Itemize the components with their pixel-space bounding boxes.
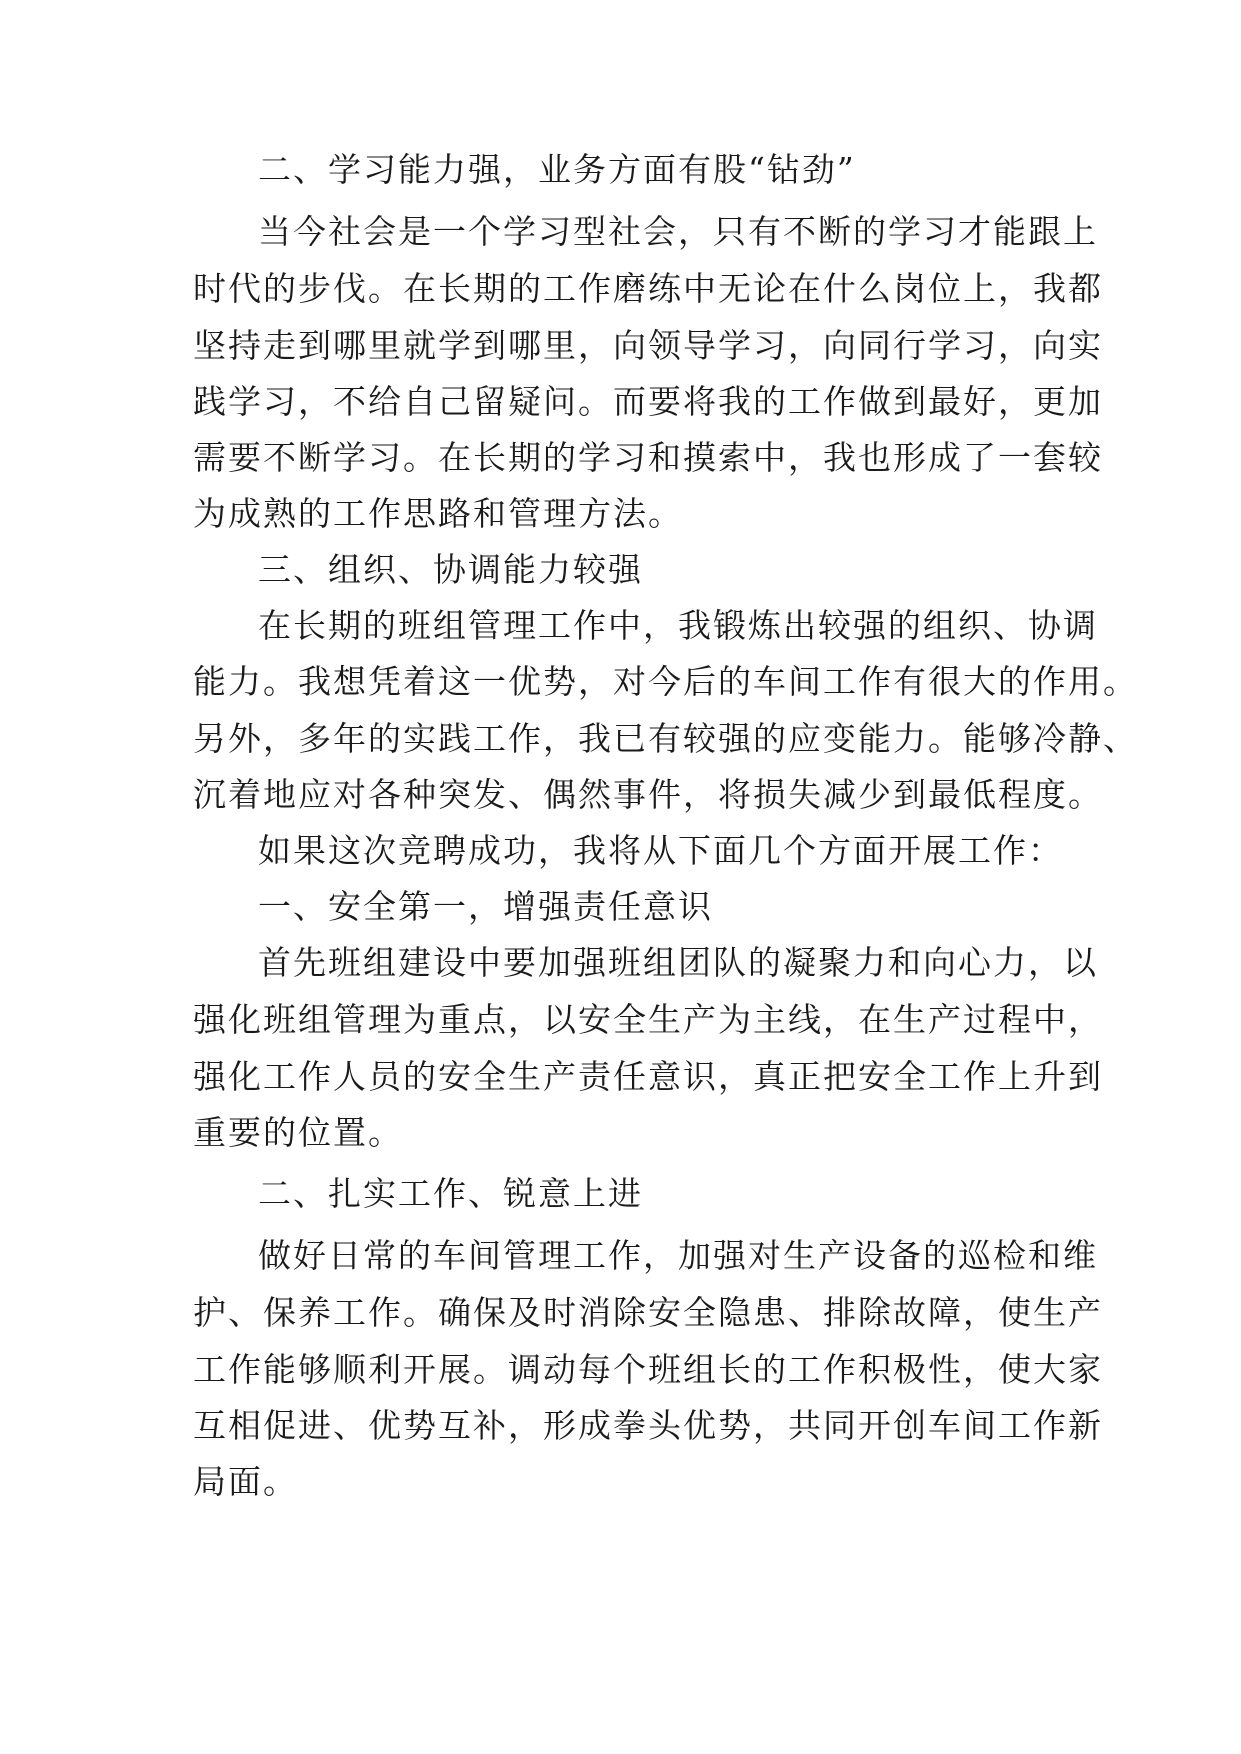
paragraph-line: 做好日常的车间管理工作，加强对生产设备的巡检和维 <box>258 1236 1098 1275</box>
paragraph-line: 沉着地应对各种突发、偶然事件，将损失减少到最低程度。 <box>193 775 1103 814</box>
paragraph-line: 护、保养工作。确保及时消除安全隐患、排除故障，使生产 <box>193 1293 1103 1332</box>
heading-coordination-ability: 三、组织、协调能力较强 <box>258 550 643 589</box>
heading-learning-ability: 二、学习能力强，业务方面有股“钻劲” <box>258 150 856 189</box>
heading-safety-first: 一、安全第一，增强责任意识 <box>258 887 713 926</box>
paragraph-line: 首先班组建设中要加强班组团队的凝聚力和向心力，以 <box>258 943 1098 982</box>
paragraph-line: 工作能够顺利开展。调动每个班组长的工作积极性，使大家 <box>193 1350 1103 1389</box>
paragraph-line: 强化班组管理为重点，以安全生产为主线，在生产过程中， <box>193 1000 1103 1039</box>
paragraph-line: 为成熟的工作思路和管理方法。 <box>193 494 683 533</box>
paragraph-line: 另外，多年的实践工作，我已有较强的应变能力。能够冷静、 <box>193 719 1138 758</box>
paragraph-line: 重要的位置。 <box>193 1113 403 1152</box>
paragraph-line: 在长期的班组管理工作中，我锻炼出较强的组织、协调 <box>258 606 1098 645</box>
paragraph-line: 强化工作人员的安全生产责任意识，真正把安全工作上升到 <box>193 1057 1103 1096</box>
paragraph-line: 时代的步伐。在长期的工作磨练中无论在什么岗位上，我都 <box>193 269 1103 308</box>
paragraph-line: 践学习，不给自己留疑问。而要将我的工作做到最好，更加 <box>193 382 1103 421</box>
paragraph-line: 如果这次竞聘成功，我将从下面几个方面开展工作： <box>258 831 1063 870</box>
paragraph-line: 当今社会是一个学习型社会，只有不断的学习才能跟上 <box>258 212 1098 251</box>
paragraph-line: 互相促进、优势互补，形成拳头优势，共同开创车间工作新 <box>193 1406 1103 1445</box>
paragraph-line: 局面。 <box>193 1462 298 1501</box>
paragraph-line: 需要不断学习。在长期的学习和摸索中，我也形成了一套较 <box>193 438 1103 477</box>
paragraph-line: 坚持走到哪里就学到哪里，向领导学习，向同行学习，向实 <box>193 326 1103 365</box>
paragraph-line: 能力。我想凭着这一优势，对今后的车间工作有很大的作用。 <box>193 662 1138 701</box>
heading-solid-work: 二、扎实工作、锐意上进 <box>258 1174 643 1213</box>
